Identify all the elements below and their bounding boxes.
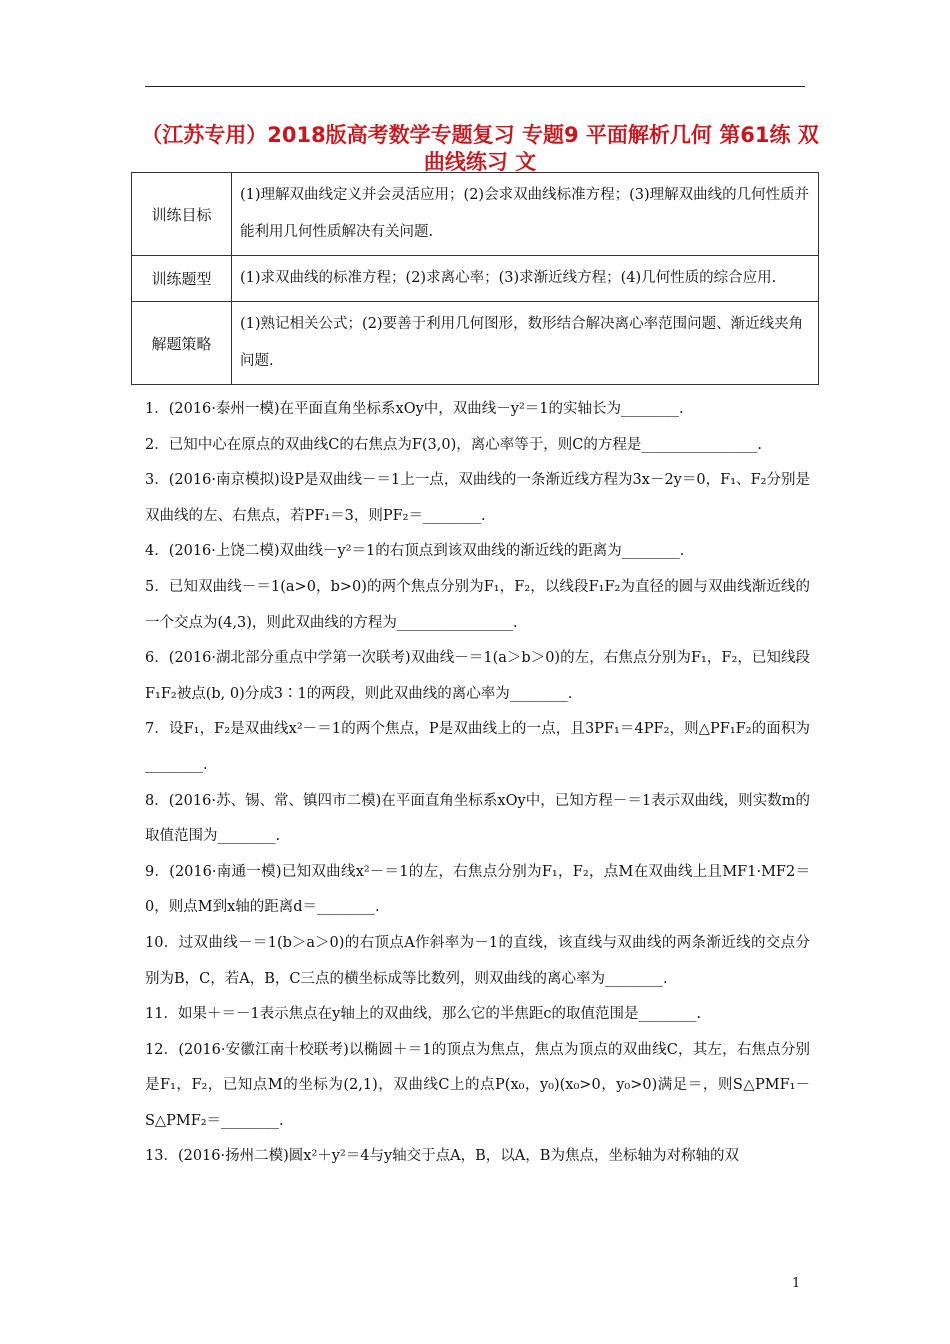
problem-item: 2．已知中心在原点的双曲线C的右焦点为F(3,0)，离心率等于，则C的方程是________________. (145, 436, 762, 453)
problem-item: 10．过双曲线－＝1(b＞a＞0)的右顶点A作斜率为－1的直线，该直线与双曲线的两条渐近线的交点分别为B，C，若A，B，C三点的横坐标成等比数列，则双曲线的离心率为________. (145, 934, 810, 987)
row-label: 训练题型 (132, 256, 232, 302)
problem-item: 4．(2016·上饶二模)双曲线－y²＝1的右顶点到该双曲线的渐近线的距离为________. (145, 543, 685, 560)
row-label: 训练目标 (132, 173, 232, 256)
row-label: 解题策略 (132, 302, 232, 385)
table-row (132, 256, 819, 302)
problem-item: 11．如果＋＝－1表示焦点在y轴上的双曲线，那么它的半焦距c的取值范围是________. (145, 1006, 702, 1023)
problem-item: 9．(2016·南通一模)已知双曲线x²－＝1的左，右焦点分别为F₁，F₂，点M在双曲线上且MF1·MF2＝0，则点M到x轴的距离d＝________. (145, 863, 810, 916)
problem-item: 7．设F₁，F₂是双曲线x²－＝1的两个焦点，P是双曲线上的一点，且3PF₁＝4PF₂，则△PF₁F₂的面积为________. (145, 721, 810, 773)
problem-item: 6．(2016·湖北部分重点中学第一次联考)双曲线－＝1(a＞b＞0)的左，右焦点分别为F₁，F₂，已知线段F₁F₂被点(b, 0)分成3∶1的两段，则此双曲线的离心率为________. (145, 650, 810, 702)
problem-item: 12．(2016·安徽江南十校联考)以椭圆＋＝1的顶点为焦点，焦点为顶点的双曲线C，其左，右焦点分别是F₁，F₂，已知点M的坐标为(2,1)，双曲线C上的点P(x₀，y₀)(x₀>0，y₀>0)满足＝，则S△PMF₁－S△PMF₂＝________. (145, 1041, 810, 1129)
row-content: (1)求双曲线的标准方程；(2)求离心率；(3)求渐近线方程；(4)几何性质的综合应用. (232, 256, 819, 302)
problem-item: 1．(2016·泰州一模)在平面直角坐标系xOy中，双曲线－y²＝1的实轴长为________. (145, 401, 684, 417)
page-number: 1 (792, 1276, 801, 1291)
problem-item: 3．(2016·南京模拟)设P是双曲线－＝1上一点，双曲线的一条渐近线方程为3x－2y＝0，F₁、F₂分别是双曲线的左、右焦点，若PF₁＝3，则PF₂＝________. (145, 472, 810, 524)
problem-item: 8．(2016·苏、锡、常、镇四市二模)在平面直角坐标系xOy中，已知方程－＝1表示双曲线，则实数m的取值范围为________. (145, 792, 810, 845)
document-title: （江苏专用）2018版高考数学专题复习 专题9 平面解析几何 第61练 双曲线练习 文 (141, 123, 819, 174)
problem-item: 13．(2016·扬州二模)圆x²＋y²＝4与y轴交于点A，B，以A，B为焦点，坐标轴为对称轴的双 (145, 1148, 739, 1165)
table-row (132, 302, 819, 385)
problem-list (145, 392, 810, 1175)
training-table (131, 172, 819, 385)
row-content: (1)理解双曲线定义并会灵活应用；(2)会求双曲线标准方程；(3)理解双曲线的几何性质并能利用几何性质解决有关问题. (232, 173, 819, 256)
problem-item: 5．已知双曲线－＝1(a>0，b>0)的两个焦点分别为F₁，F₂，以线段F₁F₂为直径的圆与双曲线渐近线的一个交点为(4,3)，则此双曲线的方程为________________. (145, 578, 810, 631)
header-rule (145, 86, 805, 87)
row-content: (1)熟记相关公式；(2)要善于利用几何图形，数形结合解决离心率范围问题、渐近线夹角问题. (232, 302, 819, 385)
table-row (132, 173, 819, 256)
